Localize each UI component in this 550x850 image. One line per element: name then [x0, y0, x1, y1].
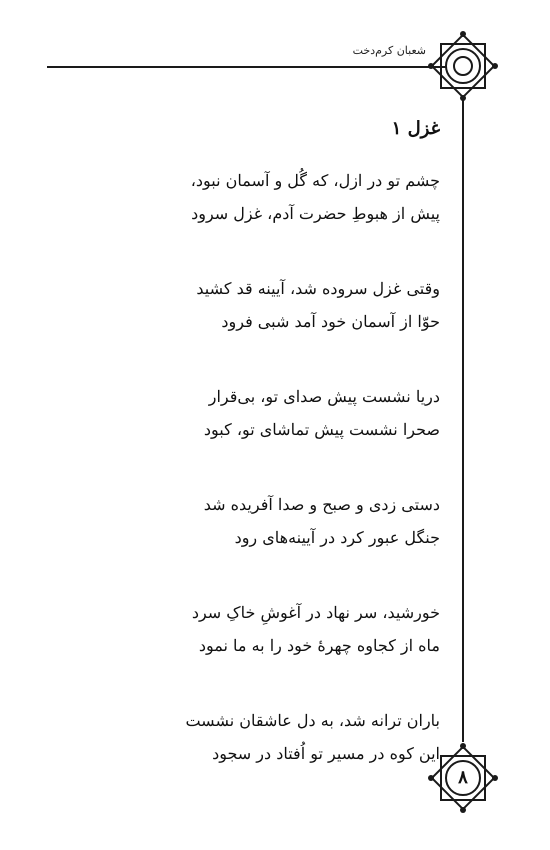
header-rule: [47, 66, 447, 68]
page-number: ۸: [458, 767, 468, 788]
verse-line: چشم تو در ازل، که گُل و آسمان نبود،: [190, 171, 440, 190]
verse-line: باران ترانه شد، به دل عاشقان نشست: [185, 711, 440, 730]
verse-line: خورشید، سر نهاد در آغوشِ خاکِ سرد: [191, 603, 440, 622]
stanza: [110, 704, 440, 770]
verse-line: پیش از هبوطِ حضرت آدم، غزل سرود: [191, 204, 440, 223]
star-rosette-ornament-icon: [427, 30, 499, 102]
poem-title: غزل ۱: [391, 118, 440, 139]
stanza: [110, 488, 440, 554]
poem-block: [110, 108, 440, 812]
stanza: [110, 596, 440, 662]
stanza: [110, 164, 440, 230]
verse-line: صحرا نشست پیش تماشای تو، کبود: [203, 420, 440, 439]
page-vertical-rule: [462, 96, 464, 742]
stanza: [110, 380, 440, 446]
stanza: [110, 272, 440, 338]
verse-line: وقتی غزل سروده شد، آیینه قد کشید: [196, 279, 440, 298]
verse-line: جنگل عبور کرد در آیینه‌های رود: [234, 528, 440, 547]
verse-line: دریا نشست پیش صدای تو، بی‌قرار: [208, 387, 440, 406]
verse-line: دستی زدی و صبح و صدا آفریده شد: [203, 495, 440, 514]
verse-line: ماه از کجاوه چهرهٔ خود را به ما نمود: [198, 636, 440, 655]
running-head-title: شعبان کرم‌دخت: [352, 44, 426, 57]
verse-line: این کوه در مسیر تو اُفتاد در سجود: [212, 744, 440, 763]
verse-line: حوّا از آسمان خود آمد شبی فرود: [221, 312, 440, 331]
